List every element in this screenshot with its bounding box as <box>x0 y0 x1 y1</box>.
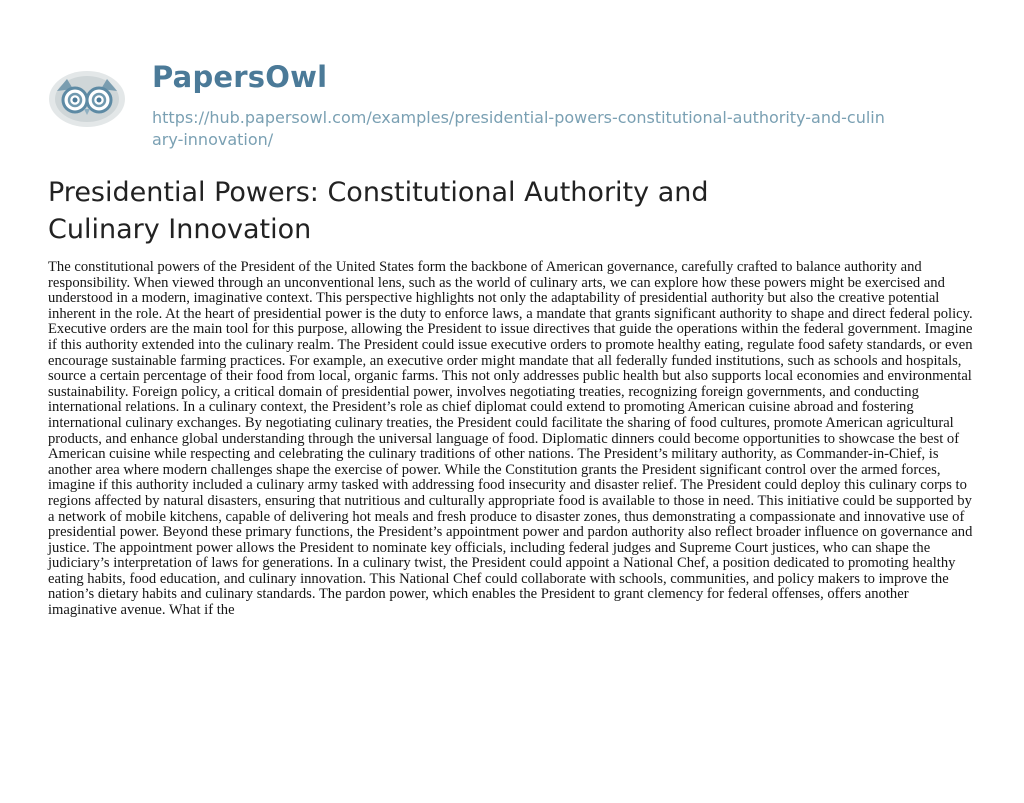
owl-icon[interactable] <box>47 69 127 129</box>
brand-name[interactable]: PapersOwl <box>152 60 328 94</box>
essay-body: The constitutional powers of the President of the United States form the backbone of American governance, carefully crafted to balance authority and responsibility. When viewed through an unconventional lens, such as the world of culinary arts, we can explore how these powers might be exercised and understood in a modern, imaginative context. This perspective highlights not only the adaptability of presidential authority but also the creative potential inherent in the role. At the heart of presidential power is the duty to enforce laws, a mandate that grants significant authority to shape and direct federal policy. Executive orders are the main tool for this purpose, allowing the President to issue directives that guide the operations within the federal government. Imagine if this authority extended into the culinary realm. The President could issue executive orders to promote healthy eating, regulate food safety standards, or even encourage sustainable farming practices. For example, an executive order might mandate that all federally funded institutions, such as schools and hospitals, source a certain percentage of their food from local, organic farms. This not only addresses public health but also supports local economies and environmental sustainability. Foreign policy, a critical domain of presidential power, involves negotiating treaties, recognizing foreign governments, and conducting international relations. In a culinary context, the President’s role as chief diplomat could extend to promoting American cuisine abroad and fostering international culinary exchanges. By negotiating culinary treaties, the President could facilitate the sharing of food cultures, promote American agricultural products, and enhance global understanding through the universal language of food. Diplomatic dinners could become opportunities to showcase the best of American cuisine while respecting and celebrating the culinary traditions of other nations. The President’s military authority, as Commander-in-Chief, is another area where modern challenges shape the exercise of power. While the Constitution grants the President significant control over the armed forces, imagine if this authority included a culinary army tasked with addressing food insecurity and disaster relief. The President could deploy this culinary corps to regions affected by natural disasters, ensuring that nutritious and culturally appropriate food is available to those in need. This initiative could be supported by a network of mobile kitchens, capable of delivering hot meals and fresh produce to disaster zones, thus demonstrating a compassionate and innovative use of presidential power. Beyond these primary functions, the President’s appointment power and pardon authority also reflect broader influence on governance and justice. The appointment power allows the President to nominate key officials, including federal judges and Supreme Court justices, who can shape the judiciary’s interpretation of laws for generations. In a culinary twist, the President could appoint a National Chef, a position dedicated to promoting healthy eating habits, food education, and culinary innovation. This National Chef could collaborate with schools, communities, and policy makers to improve the nation’s dietary habits and culinary standards. The pardon power, which enables the President to grant clemency for federal offenses, offers another imaginative avenue. What if the <box>48 259 973 619</box>
page-title: Presidential Powers: Constitutional Authority and Culinary Innovation <box>48 177 709 245</box>
site-header <box>0 0 1024 160</box>
source-url-link[interactable]: https://hub.papersowl.com/examples/presidential-powers-constitutional-authority-and-culinary-innovation/ <box>152 108 885 149</box>
